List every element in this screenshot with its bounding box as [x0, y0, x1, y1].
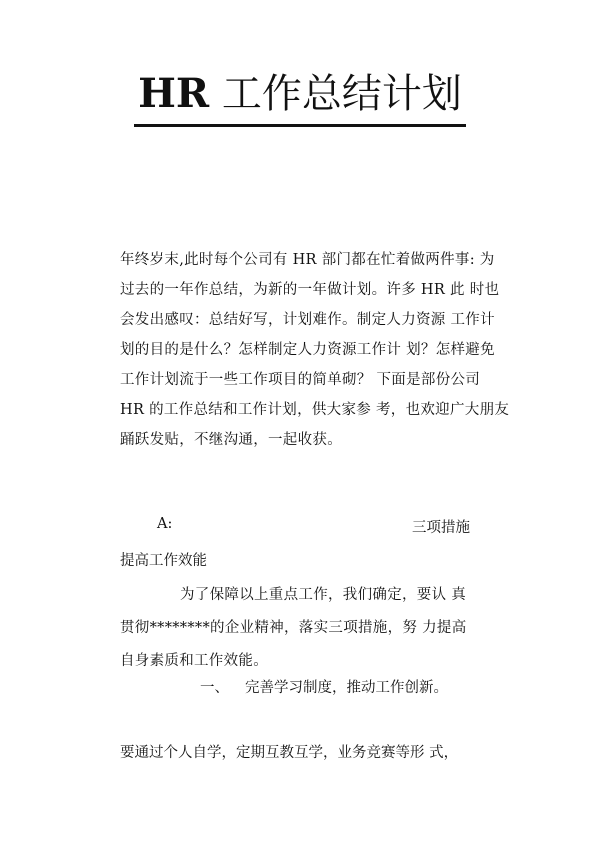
list-item-number: 一、: [200, 680, 229, 696]
paragraph-line: 自身素质和工作效能。: [120, 653, 268, 669]
title-rest: 工作总结计划: [221, 71, 462, 117]
intro-line: 踊跃发贴，不继沟通，一起收获。: [120, 432, 342, 448]
intro-line: 过去的一年作总结，为新的一年做计划。许多 HR 此 时也: [120, 282, 500, 298]
paragraph-line: 为了保障以上重点工作，我们确定，要认 真: [180, 587, 467, 603]
intro-line: 会发出感叹：总结好写，计划难作。制定人力资源 工作计: [120, 312, 495, 328]
title-prefix: HR: [138, 70, 210, 117]
intro-line: 年终岁末,此时每个公司有 HR 部门都在忙着做两件事: 为: [120, 252, 495, 268]
title-underlined: [134, 66, 466, 127]
measures-paragraph: [120, 579, 480, 678]
body-text-line: 要通过个人自学，定期互教互学，业务竞赛等形 式，: [120, 745, 459, 761]
intro-line: HR 的工作总结和工作计划，供大家参 考，也欢迎广大朋友: [120, 402, 510, 418]
section-label: A:: [157, 516, 173, 532]
section-subtitle: 提高工作效能: [120, 553, 207, 569]
paragraph-line: 贯彻********的企业精神，落实三项措施，努 力提高: [120, 620, 467, 636]
section-title: 三项措施: [412, 520, 470, 536]
intro-line: 划的目的是什么？怎样制定人力资源工作计 划？怎样避免: [120, 342, 495, 358]
intro-line: 工作计划流于一些工作项目的简单砌？ 下面是部份公司: [120, 372, 481, 388]
list-item-text: 完善学习制度，推动工作创新。: [245, 680, 448, 696]
intro-paragraph: [120, 245, 510, 455]
document-title: [0, 66, 600, 127]
